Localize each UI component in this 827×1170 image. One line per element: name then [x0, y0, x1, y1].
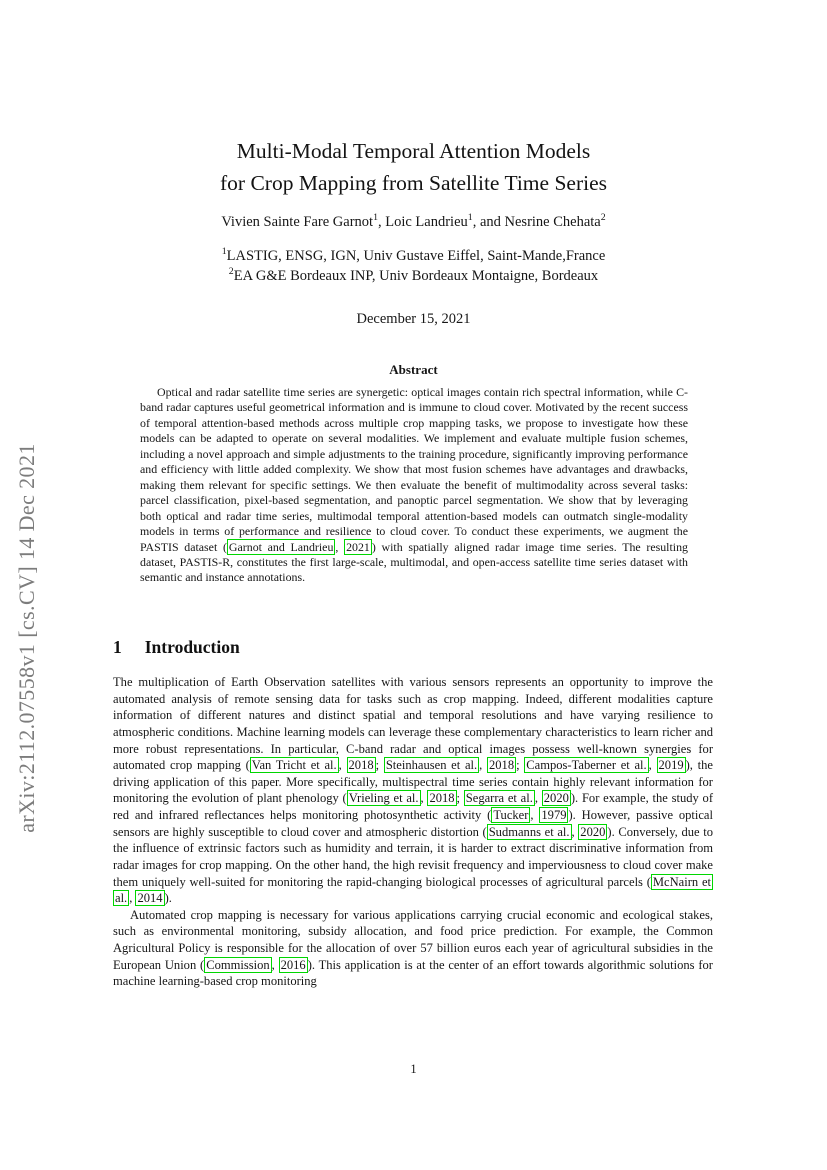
section-heading-introduction — [113, 637, 713, 658]
introduction-body — [113, 674, 713, 990]
section-number: 1 — [113, 637, 122, 657]
footnote-marker: 1 — [467, 212, 473, 224]
paper-title-line2: for Crop Mapping from Satellite Time Series — [220, 170, 607, 195]
citation-link[interactable]: 2016 — [280, 957, 306, 972]
citation-link[interactable]: Sudmanns et al. — [488, 824, 570, 839]
citation-link[interactable]: 2021 — [346, 539, 370, 554]
page-number: 1 — [410, 1062, 417, 1076]
abstract-body — [140, 385, 688, 586]
citation-link[interactable]: McNairn et al. — [115, 874, 712, 906]
citation-link[interactable]: Tucker — [493, 808, 529, 822]
affiliations-block — [0, 247, 827, 286]
paper-date: December 15, 2021 — [356, 311, 471, 327]
citation-link[interactable]: 2018 — [429, 791, 455, 806]
authors-line: Vivien Sainte Fare Garnot$^1$, Loic Landrieu$^1$, and Nesrine Chehata$^2$ — [221, 212, 606, 230]
introduction-paragraph-2: Automated crop mapping is necessary for various applications carrying crucial economic and ecological stakes, such as environmental monitoring, subsidy allocation, and food price prediction. For example, the Common Agricultural Policy is responsible for the allocation of over 57 billion euros each year of agricultural subsidies in the European Union ( Commission , 2016 ). This application is at the center of an effort towards algorithmic solutions for machine learning-based crop monitoring — [113, 907, 713, 989]
arxiv-watermark: arXiv:2112.07558v1 [cs.CV] 14 Dec 2021 — [14, 443, 39, 833]
paper-title — [0, 136, 827, 199]
abstract-heading: Abstract — [389, 362, 438, 377]
citation-link[interactable]: 1979 — [541, 808, 567, 822]
section-title: Introduction — [144, 637, 240, 657]
citation-link[interactable]: 2018 — [489, 758, 515, 773]
footnote-marker: 2 — [228, 265, 234, 277]
affiliation-1: $^1$LASTIG, ENSG, IGN, Univ Gustave Eiffel, Saint-Mande,France — [221, 246, 606, 264]
citation-link[interactable]: 2018 — [348, 758, 374, 773]
citation-link[interactable]: Vrieling et al. — [348, 791, 419, 806]
citation-link[interactable]: 2020 — [543, 791, 569, 806]
abstract-paragraph: Optical and radar satellite time series are synergetic: optical images contain rich spectral information, while C-band radar captures useful geometrical information and is immune to cloud cover. Motivated by the recent success of temporal attention-based methods across multiple crop mapping tasks, we propose to investigate how these models can be adapted to operate on several modalities. We implement and evaluate multiple fusion schemes, including a novel approach and simple adjustments to the training procedure, significantly improving performance and efficiency with little added complexity. We show that most fusion schemes have advantages and drawbacks, making them relevant for specific settings. We then evaluate the benefit of multimodality across several tasks: parcel classification, pixel-based segmentation, and panoptic parcel segmentation. We show that by leveraging both optical and radar time series, multimodal temporal attention-based models can outmatch single-modality models in terms of performance and resilience to cloud cover. To conduct these experiments, we augment the PASTIS dataset ( Garnot and Landrieu , 2021 ) with spatially aligned radar image time series. The resulting dataset, PASTIS-R, constitutes the first large-scale, multimodal, and open-access satellite time series dataset with semantic and instance annotations. — [140, 385, 688, 585]
footnote-marker: 1 — [373, 212, 378, 224]
citation-link[interactable]: Van Tricht et al. — [251, 758, 337, 773]
citation-link[interactable]: 2020 — [580, 824, 606, 839]
footnote-marker: 2 — [600, 212, 606, 224]
citation-link[interactable]: Garnot and Landrieu — [228, 539, 334, 554]
paper-title-line1: Multi-Modal Temporal Attention Models — [236, 139, 591, 163]
citation-link[interactable]: Segarra et al. — [465, 791, 533, 806]
citation-link[interactable]: 2014 — [137, 891, 163, 906]
affiliation-2: $^2$EA G&E Bordeaux INP, Univ Bordeaux Montaigne, Bordeaux — [228, 265, 599, 284]
footnote-marker: 1 — [221, 246, 227, 258]
citation-link[interactable]: Campos-Taberner et al. — [526, 758, 647, 773]
citation-link[interactable]: Commission — [206, 957, 270, 972]
citation-link[interactable]: Steinhausen et al. — [385, 758, 478, 773]
citation-link[interactable]: 2019 — [658, 758, 684, 773]
introduction-paragraph-1: The multiplication of Earth Observation satellites with various sensors represents an opportunity to improve the automated analysis of remote sensing data for tasks such as crop mapping. Indeed, different modalities capture information of different natures and distinct spatial and temporal resolutions and have varying resilience to atmospheric conditions. Machine learning models can leverage these complementary characteristics to learn richer and more robust representations. In particular, C-band radar and optical images possess well-known synergies for automated crop mapping ( Van Tricht et al. , 2018 ; Steinhausen et al. , 2018 ; Campos-Taberner et al. , 2019 ), the driving application of this paper. More specifically, multispectral time series contain highly relevant information for monitoring the evolution of plant phenology ( Vrieling et al. , 2018 ; Segarra et al. , 2020 ). For example, the study of red and infrared reflectances helps monitoring photosynthetic activity ( Tucker , 1979 ). However, passive optical sensors are highly susceptible to cloud cover and atmospheric distortion ( Sudmanns et al. , 2020 ). Conversely, due to the influence of extrinsic factors such as humidity and terrain, it is harder to extract discriminative information from radar images for crop mapping. On the other hand, the high revisit frequency and imperviousness to cloud cover make them uniquely well-suited for monitoring the rapid-changing biological processes of agricultural parcels ( McNairn et al. , 2014 ). — [113, 675, 714, 906]
